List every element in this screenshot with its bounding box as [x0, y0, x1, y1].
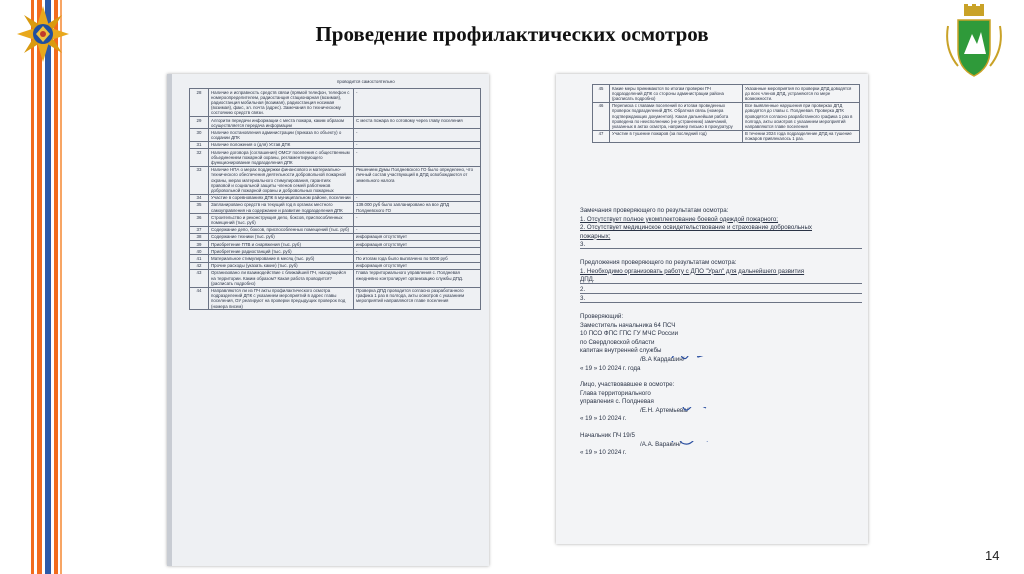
row-number: 31	[190, 141, 209, 148]
inspector-name: /В.А Кардашин/	[640, 355, 685, 363]
row-question: Материальное стимулирование в месяц (тыс. руб)	[209, 255, 354, 262]
remark-item: 3.	[580, 241, 862, 249]
row-number: 38	[190, 233, 209, 240]
participant-name: /Е.Н. Артемьева/	[640, 406, 689, 414]
row-question: Участие в тушение пожаров (за последний год)	[610, 130, 743, 142]
remark-item: 1. Отсутствует полное укомплектование боевой одеждой пожарного;	[580, 215, 779, 223]
proposals-heading: Предложения проверяющего по результатам осмотра:	[580, 258, 737, 266]
table-row	[190, 129, 481, 141]
row-number: 32	[190, 149, 209, 167]
table-row	[190, 166, 481, 194]
table-row	[190, 149, 481, 167]
row-number: 45	[593, 85, 610, 103]
proposal-item: ДПД.	[580, 276, 862, 284]
table-row	[190, 226, 481, 233]
inspection-notes	[580, 207, 862, 458]
row-answer: -	[354, 248, 481, 255]
row-answer: информация отсутствует	[354, 262, 481, 269]
row-number: 34	[190, 194, 209, 201]
row-answer: -	[354, 194, 481, 201]
inspection-table-right	[592, 84, 860, 143]
row-answer: Проверка ДПД проводится согласно разработанного графика 1 раз в полгода, акты осмотров с указанием мероприятий направляются главе поселения	[354, 287, 481, 310]
row-question: Приобретение ПТВ и снаряжения (тыс. руб)	[209, 241, 354, 248]
row-question: Содержание техники (тыс. руб)	[209, 233, 354, 240]
chief-date: « 19 » 10 2024 г.	[580, 449, 627, 457]
decor-stripe	[45, 0, 51, 574]
row-number: 35	[190, 201, 209, 213]
row-number: 36	[190, 214, 209, 226]
row-answer: С места пожара по сотовому через главу поселения	[354, 117, 481, 129]
inspection-table-left	[189, 88, 481, 310]
row-answer: информация отсутствует	[354, 241, 481, 248]
table-row	[593, 130, 860, 142]
row-answer: -	[354, 89, 481, 117]
table-row	[190, 141, 481, 148]
participant-label: Лицо, участвовавшее в осмотре:	[580, 381, 675, 389]
row-answer: Указанные мероприятия по проверки ДПД доводятся до всех членов ДПД, устраняются по мере возможности.	[743, 85, 860, 103]
row-answer: В течении 2024 года подразделение ДПД на тушение пожаров привлекалось 1 раз.	[743, 130, 860, 142]
remark-item: пожарных;	[580, 232, 611, 240]
chief-label: Начальник ПЧ 19/5	[580, 432, 635, 440]
row-number: 29	[190, 117, 209, 129]
row-question: Наличие положения о (для) Устав ДПК	[209, 141, 354, 148]
table-row	[190, 201, 481, 213]
table-row	[190, 262, 481, 269]
inspector-position: капитан внутренней службы	[580, 347, 662, 355]
sheet-top-note: проводится самостоятельно	[337, 79, 395, 84]
proposal-item: 3.	[580, 295, 862, 303]
row-answer: -	[354, 226, 481, 233]
inspector-label: Проверяющий:	[580, 312, 624, 320]
decor-stripe	[54, 0, 58, 574]
row-answer: По итогам года было выплачено по 5000 руб	[354, 255, 481, 262]
decor-stripe	[60, 0, 62, 574]
row-question: Переписка с главами поселений по итогам проведенных проверок подразделений ДПК. Обратная связь (номера подтверждающих документов). Какая дальнейшая работа проведена по неисполнению (не устранению) замечаний, указанных в актах осмотра, например письмо в прокуратуру	[610, 102, 743, 130]
row-number: 28	[190, 89, 209, 117]
row-number: 30	[190, 129, 209, 141]
row-question: Какие меры принимаются по итогам проверки ПЧ подразделений ДПК со стороны администрации района (расписать подробно)	[610, 85, 743, 103]
row-answer: 139.000 руб было запланировано на все ДПД Полдневского ГО	[354, 201, 481, 213]
table-row	[190, 214, 481, 226]
row-answer: -	[354, 214, 481, 226]
inspector-position: 10 ПСО ФПС ГПС ГУ МЧС России	[580, 330, 679, 338]
row-answer: информация отсутствует	[354, 233, 481, 240]
row-number: 33	[190, 166, 209, 194]
table-row	[190, 89, 481, 117]
participant-position: Глава территориального	[580, 389, 651, 397]
table-row	[190, 233, 481, 240]
table-row	[190, 194, 481, 201]
table-row	[190, 287, 481, 310]
row-answer: Глава территориального управления с. Полдневая ежедневно контролирует организацию службы ДПД.	[354, 269, 481, 287]
row-question: Наличие постановления администрации (приказа по объекту) о создании ДПК	[209, 129, 354, 141]
proposal-item: 1. Необходимо организовать работу с ДПО "Урал" для дальнейшего развития	[580, 267, 805, 275]
row-question: Организовано ли взаимодействие с ближайшей ПЧ, находящейся на территории. Каким образом? Какая работа проводится? (расписать подробно)	[209, 269, 354, 287]
row-number: 39	[190, 241, 209, 248]
inspector-date: « 19 » 10 2024 г. года	[580, 364, 641, 372]
row-question: Направляются ли из ПЧ акты профилактического осмотра подразделений ДПК с указанием мероприятий в адрес главы поселения, ОУ реагируют на проверки предыдущих проверок под (номера писем)	[209, 287, 354, 310]
row-question: Наличие и исправность средств связи (прямой телефон, телефон с номероопределителем, радиостанция стационарная (возимая), радиостанция мобильная (возимая), радиостанция носимая (возимая), факс, эл. почта (адрес). Замечания по техническому состоянию средств связи.	[209, 89, 354, 117]
row-number: 47	[593, 130, 610, 142]
row-answer: -	[354, 141, 481, 148]
table-row	[190, 269, 481, 287]
row-question: Содержание депо, боксов, приспособленных помещений (тыс. руб)	[209, 226, 354, 233]
chief-name: /А.А. Варакин/	[640, 440, 681, 448]
remarks-heading: Замечания проверяющего по результатам осмотра:	[580, 207, 729, 214]
row-question: Алгоритм передачи информации с места пожара, каким образом осуществляется передача информации	[209, 117, 354, 129]
row-number: 42	[190, 262, 209, 269]
table-row	[593, 102, 860, 130]
row-number: 43	[190, 269, 209, 287]
row-answer: Решением Думы Полдневского ГО было определено, что личный состав участвующий в ДПД освобождаются от земельного налога	[354, 166, 481, 194]
signature-icon	[670, 356, 710, 362]
table-row	[190, 248, 481, 255]
inspector-position: Заместитель начальника 64 ПСЧ	[580, 321, 676, 329]
row-question: Наличие договора (соглашения) ОМСУ поселения с общественным объединением пожарной охраны, регламентирующего функционирование подразделения ДПК	[209, 149, 354, 167]
decor-stripe	[37, 0, 42, 574]
row-question: Строительство и реконструкция депо, боксов, приспособленных помещений (тыс. руб)	[209, 214, 354, 226]
row-number: 37	[190, 226, 209, 233]
decor-stripe	[31, 0, 34, 574]
row-number: 44	[190, 287, 209, 310]
table-row	[190, 241, 481, 248]
row-question: Прочие расходы (указать какие) (тыс. руб)	[209, 262, 354, 269]
participant-date: « 19 » 10 2024 г.	[580, 415, 627, 423]
row-number: 46	[593, 102, 610, 130]
row-answer: Все выявленные нарушения при проверках ДПД доводятся до главы с. Полдневая. Проверка ДПК проводятся согласно разработанного графика 1 раз в полгода, акты осмотров с указанием мероприятий направляются главе поселения	[743, 102, 860, 130]
inspector-position: по Свердловской области	[580, 338, 655, 346]
page-title: Проведение профилактических осмотров	[315, 22, 709, 46]
page-number: 14	[985, 548, 1000, 563]
scanned-form-page-right	[556, 74, 868, 544]
row-question: Приобретение радиостанций (тыс. руб)	[209, 248, 354, 255]
row-question: Участие в соревнованиях ДПК в муниципальном районе, поселении	[209, 194, 354, 201]
table-row	[190, 255, 481, 262]
table-row	[190, 117, 481, 129]
signature-icon	[670, 407, 710, 413]
row-answer: -	[354, 129, 481, 141]
scanned-form-page-left	[167, 74, 489, 566]
table-row	[593, 85, 860, 103]
row-number: 40	[190, 248, 209, 255]
proposal-item: 2.	[580, 286, 862, 294]
row-number: 41	[190, 255, 209, 262]
signature-icon	[670, 441, 710, 447]
remark-item: 2. Отсутствует медицинское освидетельствование и страхование добровольных	[580, 224, 812, 232]
participant-position: управления с. Полдневая	[580, 398, 654, 406]
row-question: Наличие НПА о мерах поддержки финансового и материально-технического обеспечения деятельности добровольной пожарной охраны, мерах материального стимулирования, гарантиях правовой и социальной защиты членов семей работников добровольной пожарной охраны и добровольных пожарных	[209, 166, 354, 194]
row-question: Запланировано средств на текущий год в органах местного самоуправления на содержание и развитие подразделения ДПК	[209, 201, 354, 213]
row-answer: -	[354, 149, 481, 167]
